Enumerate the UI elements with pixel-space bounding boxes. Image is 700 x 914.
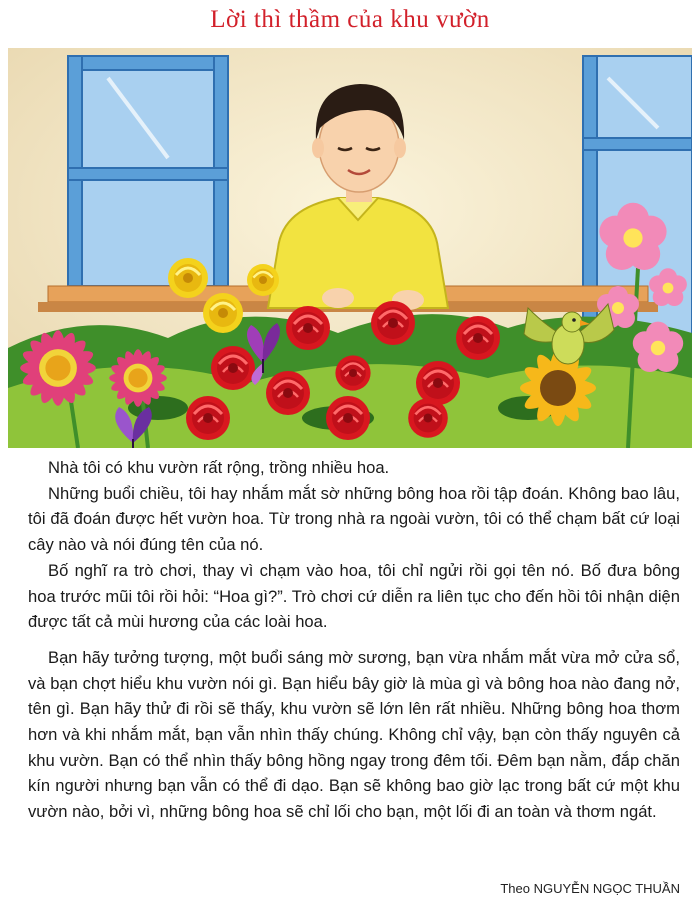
story-text: [28, 455, 680, 825]
paragraph: Bố nghĩ ra trò chơi, thay vì chạm vào hoa, tôi chỉ ngửi rồi gọi tên nó. Bố đưa bông hoa trước mũi tôi rồi hỏi: “Hoa gì?”. Trò chơi cứ diễn ra liên tục cho đến hồi tôi nhận diện được tất cả mùi hương của các loài hoa.: [28, 560, 680, 632]
garden-illustration: [8, 48, 692, 448]
page-title: Lời thì thầm của khu vườn: [210, 6, 490, 33]
paragraph: Những buổi chiều, tôi hay nhắm mắt sờ những bông hoa rồi tập đoán. Không bao lâu, tôi đã đoán được hết vườn hoa. Từ trong nhà ra ngoài vườn, tôi có thể chạm bất cứ loại cây nào và nói đúng tên của nó.: [28, 483, 680, 555]
paragraph: Bạn hãy tưởng tượng, một buổi sáng mờ sương, bạn vừa nhắm mắt vừa mở cửa sổ, và bạn chợt hiểu khu vườn nói gì. Bạn hiểu bây giờ là mùa gì và bông hoa nào đang nở, tên gì. Bạn hãy thử đi rồi sẽ thấy, khu vườn sẽ lớn lên rất nhiều. Những bông hoa thơm hơn và khi nhắm mắt, bạn vẫn nhìn thấy chúng. Không chỉ vậy, bạn còn thấy nguyên cả khu vườn. Bạn có thể nhìn thấy bông hồng ngay trong đêm tối. Đêm bạn nằm, đắp chăn kín người nhưng bạn vẫn có thể đi dạo. Bạn sẽ không bao giờ lạc trong bất cứ một khu vườn nào, bởi vì, những bông hoa sẽ chỉ lối cho bạn, một lối đi an toàn và thơm ngát.: [28, 647, 680, 822]
paragraph: Nhà tôi có khu vườn rất rộng, trồng nhiều hoa.: [48, 458, 390, 477]
author-credit: Theo NGUYỄN NGỌC THUẦN: [500, 881, 680, 896]
